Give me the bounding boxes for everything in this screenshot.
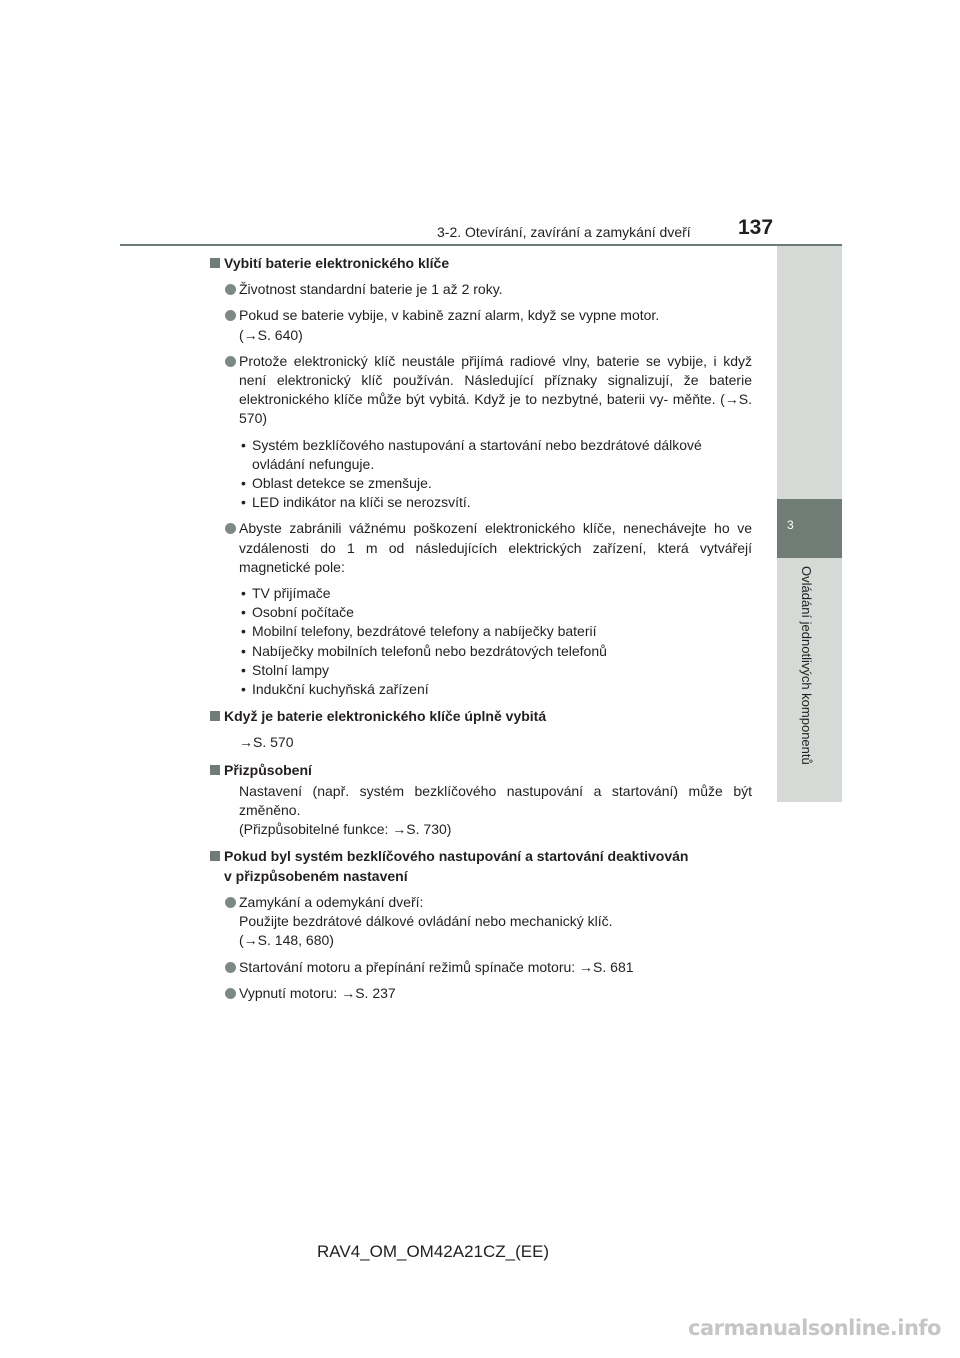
spacer (210, 839, 752, 847)
sub-item-text: Osobní počítače (252, 604, 354, 621)
section-heading (210, 254, 752, 273)
spacer (210, 753, 752, 761)
round-bullet-icon (225, 897, 236, 908)
sub-list-item (241, 622, 752, 641)
list-item (210, 893, 752, 951)
list-item (210, 519, 752, 577)
sub-item-text: Indukční kuchyňská zařízení (252, 681, 429, 698)
dot-icon: • (241, 436, 246, 453)
paragraph (210, 782, 752, 840)
bullet-text: Zamykání a odemykání dveří: (239, 893, 424, 910)
bullet-text: Protože elektronický klíč neustále přijímá radiové vlny, baterie se vybije, i když není elektronický klíč používán. Následující příznaky signalizují, že baterie elektronického klíče může být vybitá. Když je to nezbytné, baterii vy- měňte. (→S. 570) (239, 352, 752, 427)
square-bullet-icon (210, 765, 220, 775)
sub-item-text: LED indikátor na klíči se nerozsvítí. (252, 494, 471, 511)
dot-icon: • (241, 604, 246, 621)
dot-icon: • (241, 585, 246, 602)
list-item (210, 306, 752, 344)
sub-item-text: ovládání nefunguje. (252, 455, 375, 472)
bullet-text: Pokud se baterie vybije, v kabině zazní alarm, když se vypne motor. (239, 307, 660, 324)
sub-item-text: Nabíječky mobilních telefonů nebo bezdrátových telefonů (252, 642, 607, 659)
list-item (210, 958, 752, 977)
sub-list (210, 436, 752, 513)
sub-item-text: TV přijímače (252, 585, 331, 602)
bullet-text: Životnost standardní baterie je 1 až 2 roky. (239, 281, 503, 298)
list-item (210, 352, 752, 429)
dot-icon: • (241, 661, 246, 678)
section-heading (210, 847, 752, 885)
page-reference: (→S. 640) (239, 326, 303, 343)
sub-list-item (241, 436, 752, 474)
sub-item-text: Mobilní telefony, bezdrátové telefony a nabíječky baterií (252, 623, 597, 640)
section-title: 3-2. Otevírání, zavírání a zamykání dveří (437, 224, 691, 240)
sub-list-item (241, 603, 752, 622)
bullet-text: Startování motoru a přepínání režimů spínače motoru: →S. 681 (239, 958, 634, 975)
watermark: carmanualsonline.info (688, 1316, 941, 1340)
dot-icon: • (241, 494, 246, 511)
sub-list (210, 584, 752, 699)
bullet-text: Použijte bezdrátové dálkové ovládání nebo mechanický klíč. (239, 913, 613, 930)
page-reference: →S. 570 (239, 734, 294, 751)
round-bullet-icon (225, 356, 236, 367)
heading-text: Když je baterie elektronického klíče úplně vybitá (224, 708, 547, 725)
sub-list-item (241, 493, 752, 512)
header-rule (120, 244, 842, 246)
document-code: RAV4_OM_OM42A21CZ_(EE) (317, 1242, 550, 1261)
section-heading (210, 707, 752, 726)
dot-icon: • (241, 623, 246, 640)
sub-list-item (241, 661, 752, 680)
chapter-number: 3 (787, 518, 794, 532)
heading-text: Pokud byl systém bezklíčového nastupování a startování deaktivován (224, 848, 689, 865)
round-bullet-icon (225, 962, 236, 973)
side-tab-background (777, 246, 842, 499)
round-bullet-icon (225, 988, 236, 999)
sub-item-text: Oblast detekce se zmenšuje. (252, 475, 432, 492)
dot-icon: • (241, 642, 246, 659)
square-bullet-icon (210, 711, 220, 721)
heading-text: v přizpůsobeném nastavení (224, 867, 408, 884)
page-reference: (→S. 148, 680) (239, 932, 334, 949)
page-number: 137 (738, 216, 774, 239)
dot-icon: • (241, 475, 246, 492)
list-item (210, 984, 752, 1003)
bullet-text: Vypnutí motoru: →S. 237 (239, 984, 396, 1001)
square-bullet-icon (210, 258, 220, 268)
page-content (210, 254, 752, 1003)
sub-list-item (241, 642, 752, 661)
round-bullet-icon (225, 284, 236, 295)
chapter-label: Ovládání jednotlivých komponentů (799, 566, 814, 765)
sub-list-item (241, 474, 752, 493)
paragraph-text: Nastavení (např. systém bezklíčového nastupování a startování) může být změněno. (239, 782, 752, 819)
page-reference: (Přizpůsobitelné funkce: →S. 730) (239, 821, 452, 838)
bullet-text: Abyste zabránili vážnému poškození elektronického klíče, nenechávejte ho ve vzdálenosti do 1 m od následujících elektrických zařízení, která vytvářejí magnetické pole: (239, 520, 752, 575)
round-bullet-icon (225, 523, 236, 534)
sub-item-text: Systém bezklíčového nastupování a startování nebo bezdrátové dálkové (252, 436, 702, 453)
dot-icon: • (241, 681, 246, 698)
sub-item-text: Stolní lampy (252, 661, 330, 678)
square-bullet-icon (210, 851, 220, 861)
round-bullet-icon (225, 310, 236, 321)
heading-text: Vybití baterie elektronického klíče (224, 255, 450, 271)
list-item (210, 280, 752, 299)
sub-list-item (241, 584, 752, 603)
section-heading (210, 761, 752, 780)
spacer (210, 699, 752, 707)
heading-text: Přizpůsobení (224, 761, 312, 778)
sub-list-item (241, 680, 752, 699)
